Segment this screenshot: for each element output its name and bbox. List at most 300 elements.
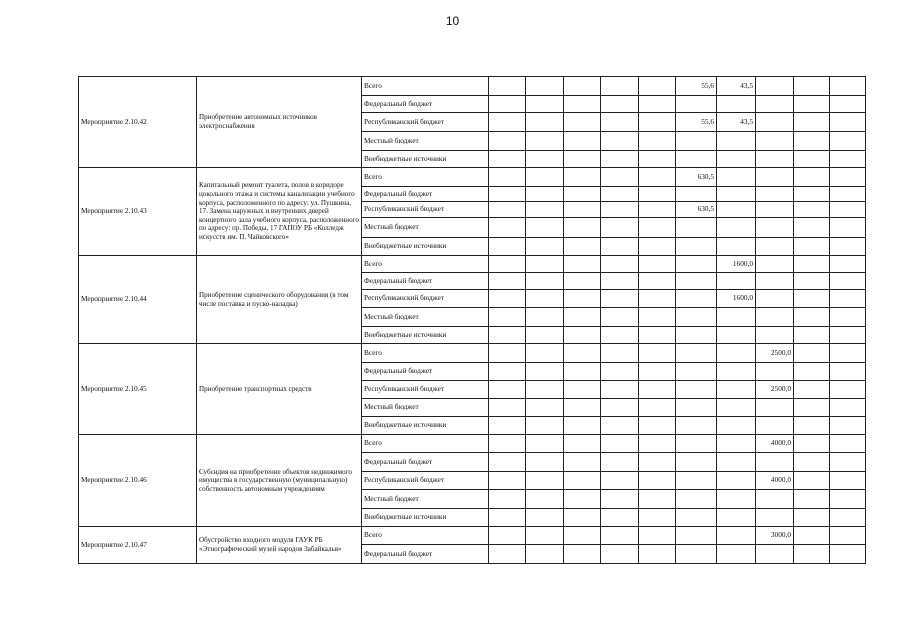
value-cell xyxy=(564,435,601,453)
value-cell xyxy=(717,308,756,327)
value-cell xyxy=(676,151,717,168)
value-cell xyxy=(756,113,794,132)
value-cell xyxy=(830,417,866,435)
table-row xyxy=(79,344,866,363)
value-cell xyxy=(794,113,830,132)
value-cell xyxy=(794,545,830,564)
value-cell xyxy=(794,381,830,399)
value-cell xyxy=(564,381,601,399)
funding-source-cell: Всего xyxy=(362,527,489,545)
budget-table xyxy=(78,76,866,564)
funding-source-cell: Местный бюджет xyxy=(362,308,489,327)
value-cell xyxy=(526,344,564,363)
value-cell xyxy=(794,509,830,527)
value-cell xyxy=(717,399,756,417)
value-cell xyxy=(717,472,756,490)
value-cell xyxy=(639,527,676,545)
value-cell: 4000,0 xyxy=(756,435,794,453)
value-cell xyxy=(601,218,639,238)
value-cell: 1600,0 xyxy=(717,290,756,308)
description-cell: Капитальный ремонт туалета, полов в коридоре цокольного этажа и системы канализации учебного корпуса, расположенного по адресу: ул. Пушкина, 17. Замена наружных и внутренних дверей концертного зала учебного корпуса, расположенного по адресу: пр. Победы, 17 ГАПОУ РБ «Колледж искусств им. П. Чайковского» xyxy=(197,168,362,256)
value-cell xyxy=(564,273,601,290)
value-cell xyxy=(526,218,564,238)
value-cell xyxy=(489,417,526,435)
value-cell xyxy=(794,96,830,113)
value-cell xyxy=(676,187,717,202)
value-cell xyxy=(489,187,526,202)
funding-source-cell: Внебюджетные источники xyxy=(362,417,489,435)
value-cell xyxy=(676,472,717,490)
value-cell xyxy=(830,202,866,218)
funding-source-cell: Всего xyxy=(362,168,489,187)
value-cell xyxy=(717,187,756,202)
value-cell xyxy=(639,399,676,417)
value-cell xyxy=(489,472,526,490)
value-cell xyxy=(830,344,866,363)
value-cell: 630,5 xyxy=(676,168,717,187)
value-cell xyxy=(639,290,676,308)
funding-source-cell: Федеральный бюджет xyxy=(362,273,489,290)
value-cell xyxy=(794,187,830,202)
value-cell xyxy=(756,77,794,96)
value-cell xyxy=(601,132,639,151)
value-cell: 4000,0 xyxy=(756,472,794,490)
value-cell xyxy=(717,218,756,238)
funding-source-cell: Федеральный бюджет xyxy=(362,545,489,564)
funding-source-cell: Внебюджетные источники xyxy=(362,238,489,256)
value-cell: 2500,0 xyxy=(756,344,794,363)
value-cell xyxy=(526,168,564,187)
value-cell xyxy=(639,363,676,381)
value-cell xyxy=(794,308,830,327)
value-cell xyxy=(676,308,717,327)
value-cell xyxy=(601,187,639,202)
value-cell xyxy=(601,168,639,187)
value-cell xyxy=(639,472,676,490)
value-cell xyxy=(830,273,866,290)
value-cell xyxy=(489,344,526,363)
value-cell xyxy=(676,238,717,256)
value-cell xyxy=(676,381,717,399)
funding-source-cell: Федеральный бюджет xyxy=(362,363,489,381)
value-cell xyxy=(639,113,676,132)
value-cell xyxy=(756,151,794,168)
value-cell xyxy=(676,363,717,381)
value-cell xyxy=(564,527,601,545)
value-cell xyxy=(717,417,756,435)
value-cell xyxy=(676,399,717,417)
value-cell xyxy=(639,187,676,202)
value-cell xyxy=(794,218,830,238)
value-cell xyxy=(526,527,564,545)
value-cell xyxy=(830,453,866,472)
funding-source-cell: Местный бюджет xyxy=(362,490,489,509)
value-cell xyxy=(526,308,564,327)
value-cell xyxy=(526,187,564,202)
value-cell xyxy=(601,435,639,453)
value-cell xyxy=(564,187,601,202)
value-cell xyxy=(676,545,717,564)
value-cell xyxy=(756,273,794,290)
funding-source-cell: Внебюджетные источники xyxy=(362,327,489,344)
value-cell xyxy=(794,168,830,187)
value-cell xyxy=(756,218,794,238)
value-cell xyxy=(564,290,601,308)
value-cell xyxy=(756,256,794,273)
value-cell xyxy=(756,308,794,327)
value-cell xyxy=(794,472,830,490)
value-cell xyxy=(601,96,639,113)
value-cell xyxy=(794,344,830,363)
value-cell xyxy=(526,327,564,344)
value-cell xyxy=(794,202,830,218)
value-cell xyxy=(794,132,830,151)
value-cell xyxy=(489,290,526,308)
funding-source-cell: Местный бюджет xyxy=(362,399,489,417)
value-cell xyxy=(489,168,526,187)
value-cell xyxy=(830,435,866,453)
measure-cell: Мероприятие 2.10.43 xyxy=(79,168,197,256)
value-cell xyxy=(717,344,756,363)
value-cell xyxy=(717,327,756,344)
value-cell xyxy=(601,490,639,509)
value-cell xyxy=(830,256,866,273)
value-cell xyxy=(830,96,866,113)
value-cell: 2500,0 xyxy=(756,381,794,399)
funding-source-cell: Местный бюджет xyxy=(362,132,489,151)
value-cell xyxy=(489,453,526,472)
measure-cell: Мероприятие 2.10.47 xyxy=(79,527,197,564)
funding-source-cell: Федеральный бюджет xyxy=(362,187,489,202)
value-cell xyxy=(639,545,676,564)
value-cell xyxy=(639,218,676,238)
value-cell xyxy=(830,151,866,168)
measure-cell: Мероприятие 2.10.42 xyxy=(79,77,197,168)
value-cell xyxy=(489,527,526,545)
value-cell xyxy=(601,527,639,545)
value-cell xyxy=(756,509,794,527)
value-cell xyxy=(601,273,639,290)
funding-source-cell: Всего xyxy=(362,435,489,453)
value-cell xyxy=(717,151,756,168)
value-cell xyxy=(756,202,794,218)
value-cell xyxy=(639,168,676,187)
value-cell xyxy=(489,308,526,327)
value-cell xyxy=(489,77,526,96)
value-cell xyxy=(639,435,676,453)
value-cell xyxy=(489,509,526,527)
value-cell xyxy=(830,327,866,344)
value-cell xyxy=(639,417,676,435)
value-cell xyxy=(717,545,756,564)
value-cell xyxy=(676,273,717,290)
value-cell xyxy=(756,168,794,187)
value-cell xyxy=(526,381,564,399)
value-cell xyxy=(601,238,639,256)
value-cell xyxy=(526,202,564,218)
value-cell xyxy=(676,96,717,113)
value-cell xyxy=(601,472,639,490)
value-cell xyxy=(489,545,526,564)
funding-source-cell: Внебюджетные источники xyxy=(362,509,489,527)
value-cell xyxy=(717,509,756,527)
value-cell xyxy=(639,509,676,527)
value-cell xyxy=(676,290,717,308)
value-cell xyxy=(564,218,601,238)
value-cell xyxy=(830,363,866,381)
value-cell xyxy=(676,256,717,273)
value-cell xyxy=(676,132,717,151)
value-cell xyxy=(639,308,676,327)
value-cell xyxy=(756,238,794,256)
funding-source-cell: Республиканский бюджет xyxy=(362,202,489,218)
value-cell xyxy=(526,77,564,96)
value-cell xyxy=(794,527,830,545)
value-cell xyxy=(564,256,601,273)
value-cell xyxy=(601,363,639,381)
value-cell xyxy=(489,435,526,453)
value-cell xyxy=(756,363,794,381)
value-cell xyxy=(564,363,601,381)
measure-cell: Мероприятие 2.10.46 xyxy=(79,435,197,527)
value-cell xyxy=(794,363,830,381)
value-cell xyxy=(564,327,601,344)
value-cell xyxy=(526,509,564,527)
value-cell xyxy=(489,202,526,218)
value-cell xyxy=(526,256,564,273)
funding-source-cell: Федеральный бюджет xyxy=(362,453,489,472)
funding-source-cell: Местный бюджет xyxy=(362,218,489,238)
value-cell xyxy=(564,545,601,564)
funding-source-cell: Республиканский бюджет xyxy=(362,472,489,490)
page-number: 10 xyxy=(445,14,460,28)
value-cell xyxy=(794,327,830,344)
value-cell xyxy=(526,399,564,417)
value-cell xyxy=(601,113,639,132)
value-cell xyxy=(639,490,676,509)
value-cell xyxy=(526,113,564,132)
value-cell: 43,5 xyxy=(717,77,756,96)
value-cell xyxy=(830,509,866,527)
value-cell xyxy=(676,417,717,435)
value-cell xyxy=(564,168,601,187)
value-cell xyxy=(489,490,526,509)
value-cell xyxy=(601,545,639,564)
value-cell xyxy=(794,151,830,168)
value-cell xyxy=(564,472,601,490)
description-cell: Приобретение автономных источников электроснабжения xyxy=(197,77,362,168)
value-cell xyxy=(639,238,676,256)
value-cell xyxy=(489,363,526,381)
value-cell: 3000,0 xyxy=(756,527,794,545)
value-cell xyxy=(676,218,717,238)
value-cell xyxy=(564,96,601,113)
value-cell xyxy=(526,490,564,509)
value-cell xyxy=(830,308,866,327)
description-cell: Субсидия на приобретение объектов недвижимого имущества в государственную (муниципальную) собственность автономным учреждениям xyxy=(197,435,362,527)
value-cell xyxy=(794,290,830,308)
value-cell xyxy=(830,527,866,545)
value-cell xyxy=(717,453,756,472)
value-cell xyxy=(830,77,866,96)
funding-source-cell: Республиканский бюджет xyxy=(362,113,489,132)
table-row xyxy=(79,527,866,545)
value-cell xyxy=(676,527,717,545)
value-cell xyxy=(564,344,601,363)
value-cell xyxy=(717,238,756,256)
value-cell xyxy=(639,96,676,113)
value-cell xyxy=(717,202,756,218)
value-cell xyxy=(717,363,756,381)
value-cell xyxy=(717,273,756,290)
value-cell xyxy=(756,453,794,472)
value-cell xyxy=(717,96,756,113)
value-cell xyxy=(830,381,866,399)
value-cell xyxy=(639,327,676,344)
value-cell xyxy=(639,77,676,96)
value-cell xyxy=(489,327,526,344)
table-row xyxy=(79,435,866,453)
value-cell xyxy=(794,256,830,273)
value-cell xyxy=(639,453,676,472)
value-cell: 55,6 xyxy=(676,113,717,132)
value-cell xyxy=(564,417,601,435)
value-cell xyxy=(564,113,601,132)
value-cell xyxy=(601,77,639,96)
value-cell xyxy=(564,202,601,218)
value-cell: 55,6 xyxy=(676,77,717,96)
value-cell xyxy=(794,238,830,256)
value-cell xyxy=(756,187,794,202)
funding-source-cell: Республиканский бюджет xyxy=(362,381,489,399)
value-cell xyxy=(601,290,639,308)
value-cell xyxy=(564,238,601,256)
value-cell xyxy=(489,381,526,399)
value-cell xyxy=(526,238,564,256)
value-cell xyxy=(794,435,830,453)
value-cell xyxy=(756,417,794,435)
description-cell: Приобретение транспортных средств xyxy=(197,344,362,435)
value-cell: 1600,0 xyxy=(717,256,756,273)
value-cell xyxy=(526,472,564,490)
value-cell xyxy=(794,453,830,472)
value-cell xyxy=(601,399,639,417)
value-cell xyxy=(756,490,794,509)
value-cell xyxy=(526,545,564,564)
value-cell xyxy=(601,344,639,363)
value-cell xyxy=(676,435,717,453)
value-cell xyxy=(601,256,639,273)
value-cell xyxy=(601,151,639,168)
measure-cell: Мероприятие 2.10.44 xyxy=(79,256,197,344)
value-cell xyxy=(564,509,601,527)
value-cell xyxy=(639,151,676,168)
value-cell xyxy=(830,132,866,151)
value-cell xyxy=(676,344,717,363)
value-cell xyxy=(564,77,601,96)
value-cell xyxy=(564,132,601,151)
value-cell xyxy=(601,308,639,327)
value-cell xyxy=(639,381,676,399)
value-cell xyxy=(526,363,564,381)
value-cell xyxy=(489,238,526,256)
value-cell xyxy=(564,490,601,509)
description-cell: Обустройство входного модуля ГАУК РБ «Этнографический музей народов Забайкалья» xyxy=(197,527,362,564)
measure-cell: Мероприятие 2.10.45 xyxy=(79,344,197,435)
value-cell xyxy=(526,435,564,453)
value-cell xyxy=(794,417,830,435)
value-cell xyxy=(489,256,526,273)
table-row xyxy=(79,256,866,273)
value-cell xyxy=(526,453,564,472)
value-cell xyxy=(526,290,564,308)
value-cell xyxy=(601,381,639,399)
value-cell xyxy=(601,417,639,435)
value-cell xyxy=(601,509,639,527)
value-cell xyxy=(639,344,676,363)
value-cell xyxy=(830,168,866,187)
value-cell xyxy=(489,132,526,151)
value-cell xyxy=(639,202,676,218)
value-cell xyxy=(794,399,830,417)
value-cell xyxy=(639,273,676,290)
value-cell xyxy=(564,151,601,168)
value-cell xyxy=(756,290,794,308)
description-cell: Приобретение сценического оборудования (в том числе поставка и пуско-наладка) xyxy=(197,256,362,344)
value-cell xyxy=(794,273,830,290)
value-cell xyxy=(717,490,756,509)
value-cell xyxy=(676,453,717,472)
funding-source-cell: Всего xyxy=(362,256,489,273)
value-cell xyxy=(756,399,794,417)
value-cell xyxy=(717,435,756,453)
funding-source-cell: Республиканский бюджет xyxy=(362,290,489,308)
value-cell xyxy=(830,290,866,308)
value-cell xyxy=(489,151,526,168)
value-cell xyxy=(676,490,717,509)
value-cell xyxy=(489,96,526,113)
value-cell xyxy=(756,327,794,344)
value-cell xyxy=(564,399,601,417)
value-cell: 43,5 xyxy=(717,113,756,132)
value-cell xyxy=(526,273,564,290)
value-cell xyxy=(830,490,866,509)
value-cell xyxy=(717,132,756,151)
value-cell xyxy=(676,509,717,527)
table-row xyxy=(79,77,866,96)
value-cell xyxy=(489,273,526,290)
funding-source-cell: Всего xyxy=(362,344,489,363)
value-cell xyxy=(564,453,601,472)
value-cell xyxy=(639,256,676,273)
value-cell xyxy=(489,218,526,238)
value-cell xyxy=(756,132,794,151)
value-cell xyxy=(526,417,564,435)
value-cell xyxy=(676,327,717,344)
funding-source-cell: Федеральный бюджет xyxy=(362,96,489,113)
value-cell xyxy=(830,238,866,256)
value-cell xyxy=(830,218,866,238)
value-cell xyxy=(526,132,564,151)
value-cell xyxy=(564,308,601,327)
table-body xyxy=(79,77,866,564)
value-cell xyxy=(601,202,639,218)
value-cell xyxy=(717,527,756,545)
value-cell xyxy=(830,472,866,490)
value-cell xyxy=(639,132,676,151)
value-cell: 630,5 xyxy=(676,202,717,218)
value-cell xyxy=(830,113,866,132)
